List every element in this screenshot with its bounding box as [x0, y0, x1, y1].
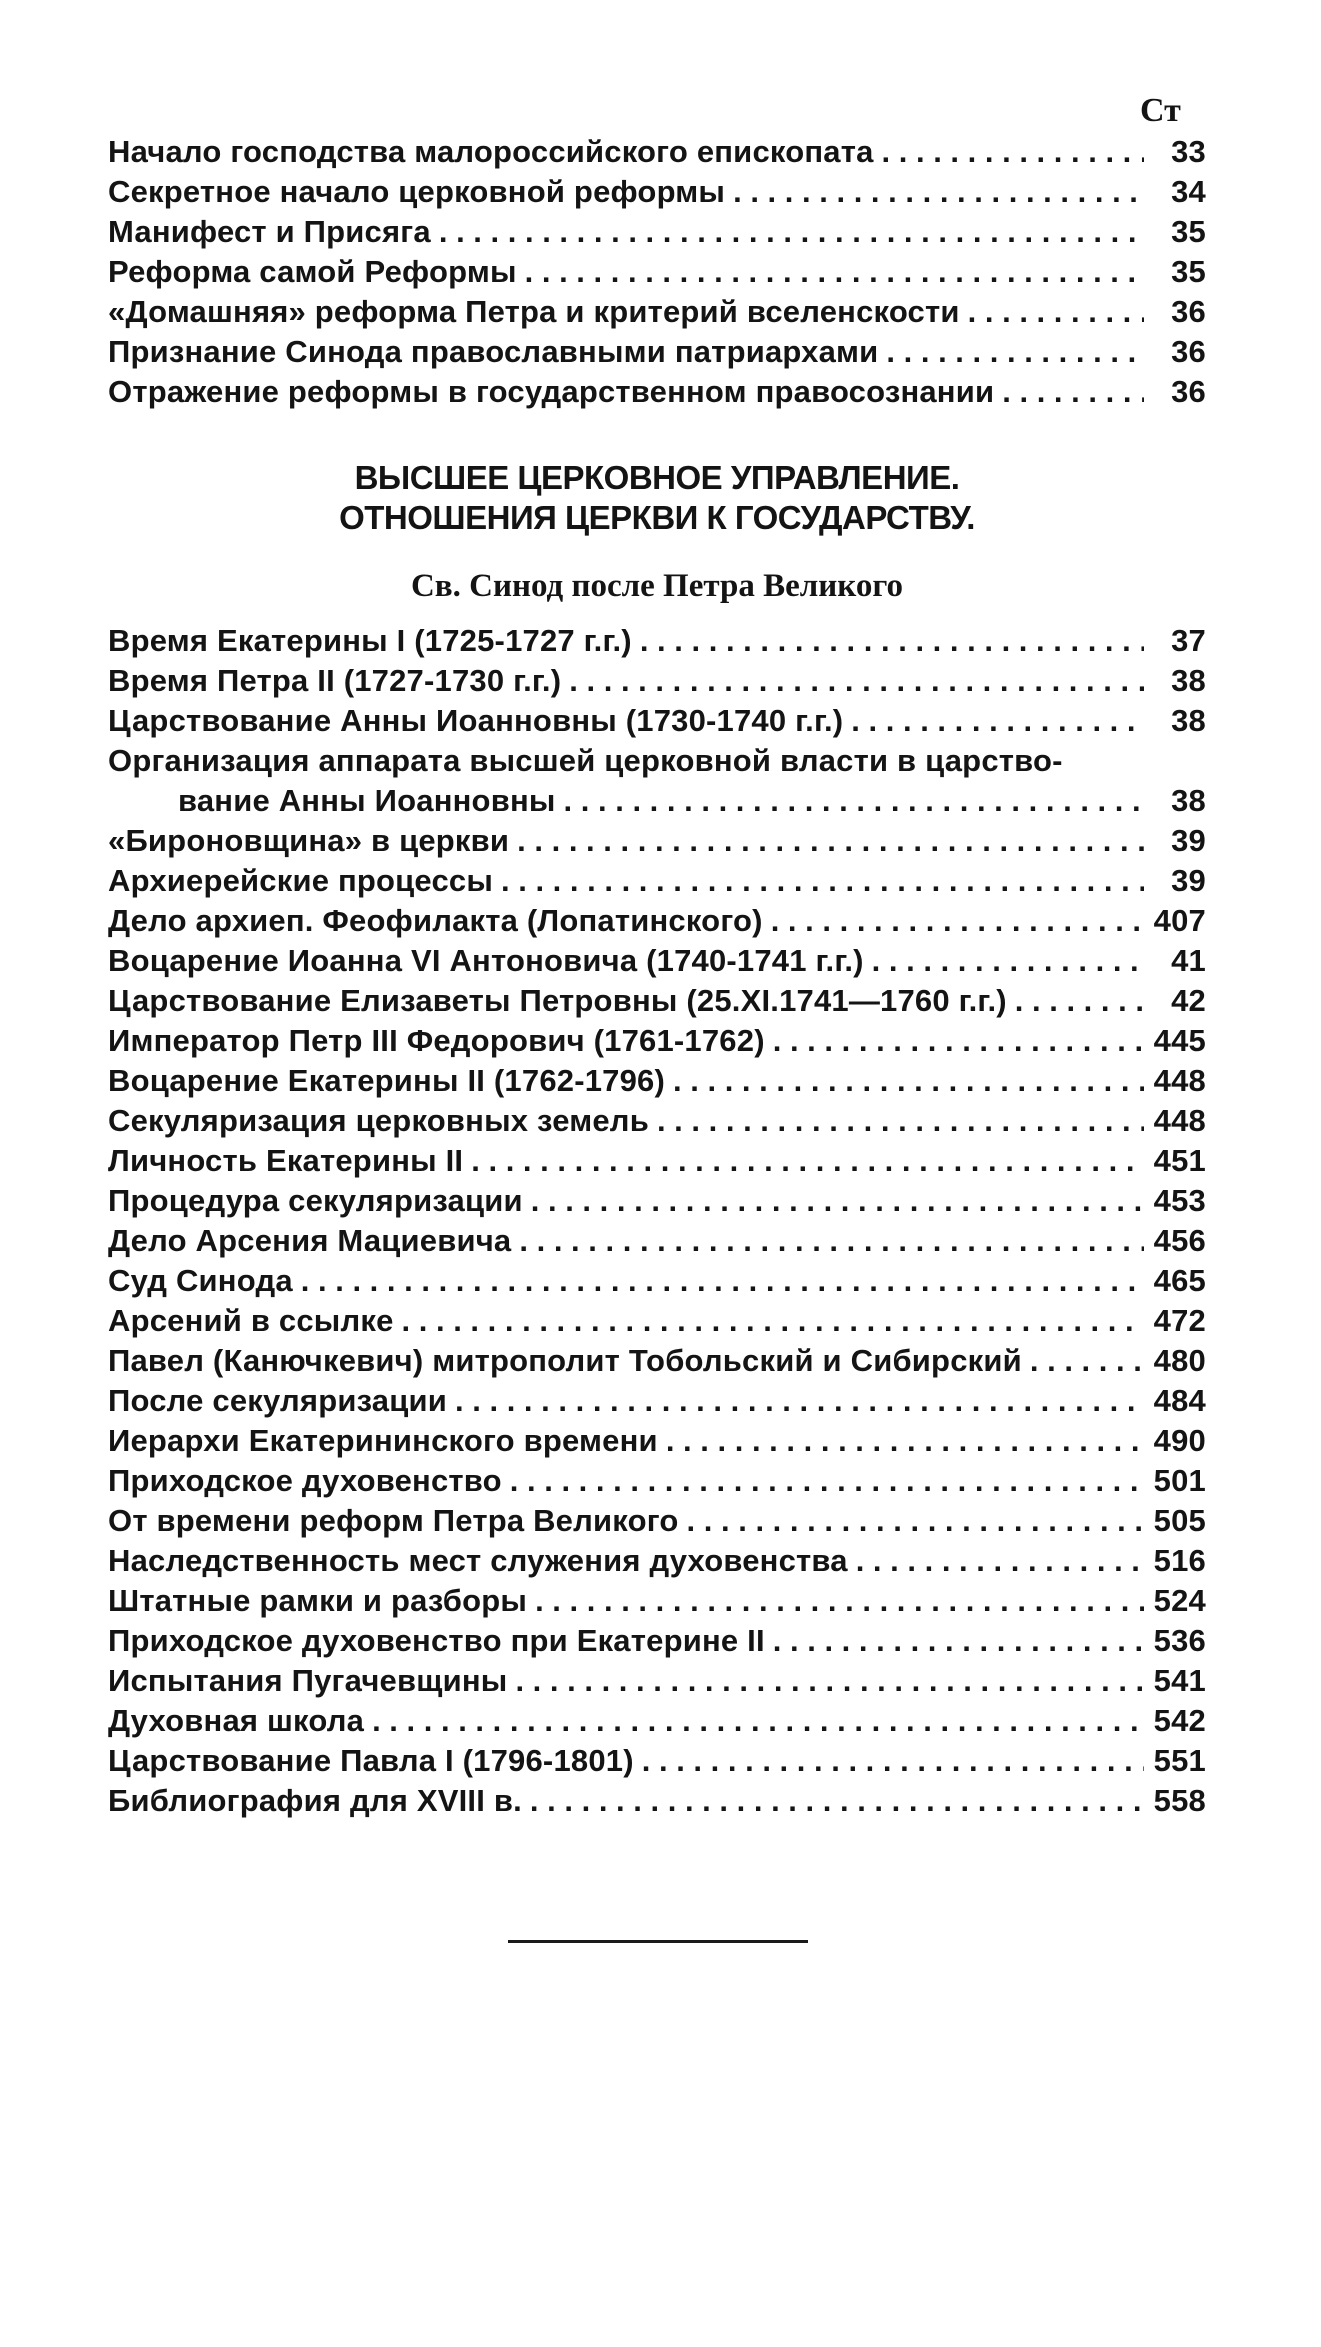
- dot-leader: [510, 1461, 1144, 1501]
- dot-leader: [501, 861, 1144, 901]
- section-heading-line2: ОТНОШЕНИЯ ЦЕРКВИ К ГОСУДАРСТВУ.: [339, 499, 975, 536]
- toc-entry: [108, 1501, 1206, 1541]
- dot-leader: [773, 1621, 1144, 1661]
- toc-entry-page: 505: [1153, 1503, 1206, 1538]
- toc-entry-title-line1: Организация аппарата высшей церковной власти в царство-: [108, 743, 1063, 778]
- toc-entry-title: Дело Арсения Мациевича: [108, 1223, 512, 1258]
- toc-entry: [108, 1381, 1206, 1421]
- toc-entry: [108, 661, 1206, 701]
- toc-entry-title: Манифест и Присяга: [108, 214, 431, 249]
- dot-leader: [525, 252, 1144, 292]
- toc-entry-page: 456: [1153, 1223, 1206, 1258]
- toc-entry: [108, 1181, 1206, 1221]
- toc-entry: [108, 1261, 1206, 1301]
- toc-entry-title: Суд Синода: [108, 1263, 293, 1298]
- toc-entry: [108, 332, 1206, 372]
- dot-leader: [564, 781, 1144, 821]
- toc-entry-title: Начало господства малороссийского епископата: [108, 134, 874, 169]
- toc-entry-title: Царствование Елизаветы Петровны (25.XI.1741—1760 г.г.): [108, 983, 1007, 1018]
- toc-entry: [108, 1701, 1206, 1741]
- toc-entry-title: Царствование Анны Иоанновны (1730-1740 г.г.): [108, 703, 844, 738]
- toc-entry: [108, 1141, 1206, 1181]
- toc-entry-title: Штатные рамки и разборы: [108, 1583, 528, 1618]
- toc-entry: [108, 941, 1206, 981]
- toc-entry-page: 36: [1171, 294, 1206, 329]
- toc-entry-page: 407: [1153, 903, 1206, 938]
- toc-entry-page: 451: [1153, 1143, 1206, 1178]
- toc-entry-page: 453: [1153, 1183, 1206, 1218]
- toc-entry: [108, 1621, 1206, 1661]
- toc-entry-title: «Домашняя» реформа Петра и критерий вселенскости: [108, 294, 960, 329]
- toc-entry-title-line2: вание Анны Иоанновны: [178, 783, 556, 818]
- toc-entry-page: 472: [1153, 1303, 1206, 1338]
- toc-entry: [108, 1221, 1206, 1261]
- dot-leader: [771, 901, 1144, 941]
- toc-entry-page: 490: [1153, 1423, 1206, 1458]
- toc-entry: [108, 292, 1206, 332]
- dot-leader: [402, 1301, 1144, 1341]
- toc-entry: [108, 861, 1206, 901]
- dot-leader: [872, 941, 1144, 981]
- toc-entry: [108, 821, 1206, 861]
- dot-leader: [886, 332, 1144, 372]
- toc-entry-title: Император Петр III Федорович (1761-1762): [108, 1023, 765, 1058]
- toc-entry: [108, 1581, 1206, 1621]
- closing-rule-divider: [508, 1940, 808, 1943]
- toc-entry-page: 558: [1153, 1783, 1206, 1818]
- dot-leader: [455, 1381, 1144, 1421]
- toc-entry-title: От времени реформ Петра Великого: [108, 1503, 679, 1538]
- toc-entry-page: 38: [1171, 663, 1206, 698]
- toc-entry-page: 524: [1153, 1583, 1206, 1618]
- toc-entry-title: Признание Синода православными патриархами: [108, 334, 879, 369]
- toc-entry-title: Павел (Канючкевич) митрополит Тобольский и Сибирский: [108, 1343, 1022, 1378]
- toc-entry: [108, 1461, 1206, 1501]
- toc-entry-page: 551: [1153, 1743, 1206, 1778]
- toc-entry-title: Архиерейские процессы: [108, 863, 493, 898]
- toc-entry-continuation: [108, 781, 1206, 821]
- dot-leader: [733, 172, 1144, 212]
- toc-entry-page: 39: [1171, 863, 1206, 898]
- toc-entry: [108, 1541, 1206, 1581]
- toc-list-main: [108, 621, 1206, 1821]
- section-subheading: Св. Синод после Петра Великого: [410, 568, 904, 604]
- toc-entry: [108, 372, 1206, 412]
- toc-entry: [108, 621, 1206, 661]
- toc-entry: [108, 132, 1206, 172]
- toc-entry: [108, 1341, 1206, 1381]
- toc-entry-title: После секуляризации: [108, 1383, 448, 1418]
- toc-entry-page: 35: [1171, 214, 1206, 249]
- toc-entry-title: Приходское духовенство: [108, 1463, 502, 1498]
- toc-entry-title: «Бироновщина» в церкви: [108, 823, 510, 858]
- toc-entry-title: Реформа самой Реформы: [108, 254, 517, 289]
- toc-entry-page: 484: [1153, 1383, 1206, 1418]
- toc-entry-page: 465: [1153, 1263, 1206, 1298]
- dot-leader: [773, 1021, 1144, 1061]
- toc-entry-page: 445: [1153, 1023, 1206, 1058]
- toc-entry-title: Иерархи Екатерининского времени: [108, 1423, 658, 1458]
- toc-entry-title: Царствование Павла I (1796-1801): [108, 1743, 634, 1778]
- toc-entry: [108, 1101, 1206, 1141]
- toc-entry: [108, 212, 1206, 252]
- toc-entry-page: 542: [1153, 1703, 1206, 1738]
- toc-entry-title: Арсений в ссылке: [108, 1303, 394, 1338]
- toc-entry-title: Библиография для XVIII в.: [108, 1783, 522, 1818]
- dot-leader: [517, 821, 1144, 861]
- toc-entry-title: Время Петра II (1727-1730 г.г.): [108, 663, 562, 698]
- dot-leader: [301, 1261, 1144, 1301]
- toc-entry: [108, 172, 1206, 212]
- dot-leader: [856, 1541, 1144, 1581]
- toc-entry-title: Наследственность мест служения духовенства: [108, 1543, 848, 1578]
- toc-entry-title: Отражение реформы в государственном правосознании: [108, 374, 995, 409]
- dot-leader: [666, 1421, 1144, 1461]
- dot-leader: [569, 661, 1144, 701]
- dot-leader: [535, 1581, 1144, 1621]
- toc-entry-page: 480: [1153, 1343, 1206, 1378]
- dot-leader: [640, 621, 1144, 661]
- toc-entry-title: Приходское духовенство при Екатерине II: [108, 1623, 765, 1658]
- dot-leader: [515, 1661, 1144, 1701]
- toc-entry: [108, 1661, 1206, 1701]
- toc-list-top: [108, 132, 1206, 412]
- dot-leader: [519, 1221, 1144, 1261]
- toc-entry-title: Секуляризация церковных земель: [108, 1103, 649, 1138]
- toc-entry-title: Испытания Пугачевщины: [108, 1663, 508, 1698]
- toc-entry: [108, 1781, 1206, 1821]
- dot-leader: [968, 292, 1144, 332]
- toc-entry: [108, 252, 1206, 292]
- toc-entry-page: 41: [1171, 943, 1206, 978]
- dot-leader: [1030, 1341, 1144, 1381]
- toc-entry-page: 36: [1171, 334, 1206, 369]
- toc-entry: [108, 1021, 1206, 1061]
- page-column-header: Ст: [1140, 92, 1181, 129]
- dot-leader: [673, 1061, 1144, 1101]
- toc-entry: [108, 981, 1206, 1021]
- toc-entry-page: 34: [1171, 174, 1206, 209]
- toc-entry: [108, 901, 1206, 941]
- dot-leader: [687, 1501, 1144, 1541]
- dot-leader: [439, 212, 1144, 252]
- toc-entry-title: Личность Екатерины II: [108, 1143, 464, 1178]
- toc-entry: [108, 1741, 1206, 1781]
- toc-entry: [108, 741, 1206, 821]
- toc-entry-page: 37: [1171, 623, 1206, 658]
- toc-entry: [108, 1301, 1206, 1341]
- toc-entry-page: 42: [1171, 983, 1206, 1018]
- dot-leader: [851, 701, 1144, 741]
- dot-leader: [1015, 981, 1144, 1021]
- toc-entry-title: Время Екатерины I (1725-1727 г.г.): [108, 623, 632, 658]
- toc-entry: [108, 1421, 1206, 1461]
- toc-entry-page: 38: [1171, 703, 1206, 738]
- dot-leader: [372, 1701, 1144, 1741]
- dot-leader: [882, 132, 1144, 172]
- toc-entry: [108, 1061, 1206, 1101]
- toc-entry-page: 516: [1153, 1543, 1206, 1578]
- toc-entry-title: Секретное начало церковной реформы: [108, 174, 726, 209]
- toc-entry: [108, 701, 1206, 741]
- toc-entry-page: 448: [1153, 1103, 1206, 1138]
- toc-entry-title: Воцарение Иоанна VI Антоновича (1740-1741 г.г.): [108, 943, 864, 978]
- dot-leader: [530, 1781, 1144, 1821]
- toc-entry-page: 39: [1171, 823, 1206, 858]
- section-heading-line1: ВЫСШЕЕ ЦЕРКОВНОЕ УПРАВЛЕНИЕ.: [354, 459, 960, 496]
- toc-entry-page: 541: [1153, 1663, 1206, 1698]
- toc-entry-title: Дело архиеп. Феофилакта (Лопатинского): [108, 903, 763, 938]
- toc-entry-title: Воцарение Екатерины II (1762-1796): [108, 1063, 666, 1098]
- toc-entry-page: 536: [1153, 1623, 1206, 1658]
- dot-leader: [657, 1101, 1144, 1141]
- dot-leader: [531, 1181, 1144, 1221]
- toc-entry-page: 501: [1153, 1463, 1206, 1498]
- toc-entry-page: 36: [1171, 374, 1206, 409]
- toc-entry-title: Духовная школа: [108, 1703, 365, 1738]
- toc-entry-page: 448: [1153, 1063, 1206, 1098]
- toc-entry-title: Процедура секуляризации: [108, 1183, 523, 1218]
- toc-entry-page: 38: [1171, 783, 1206, 818]
- toc-entry-page: 35: [1171, 254, 1206, 289]
- toc-entry-page: 33: [1171, 134, 1206, 169]
- dot-leader: [471, 1141, 1144, 1181]
- dot-leader: [1002, 372, 1144, 412]
- dot-leader: [642, 1741, 1144, 1781]
